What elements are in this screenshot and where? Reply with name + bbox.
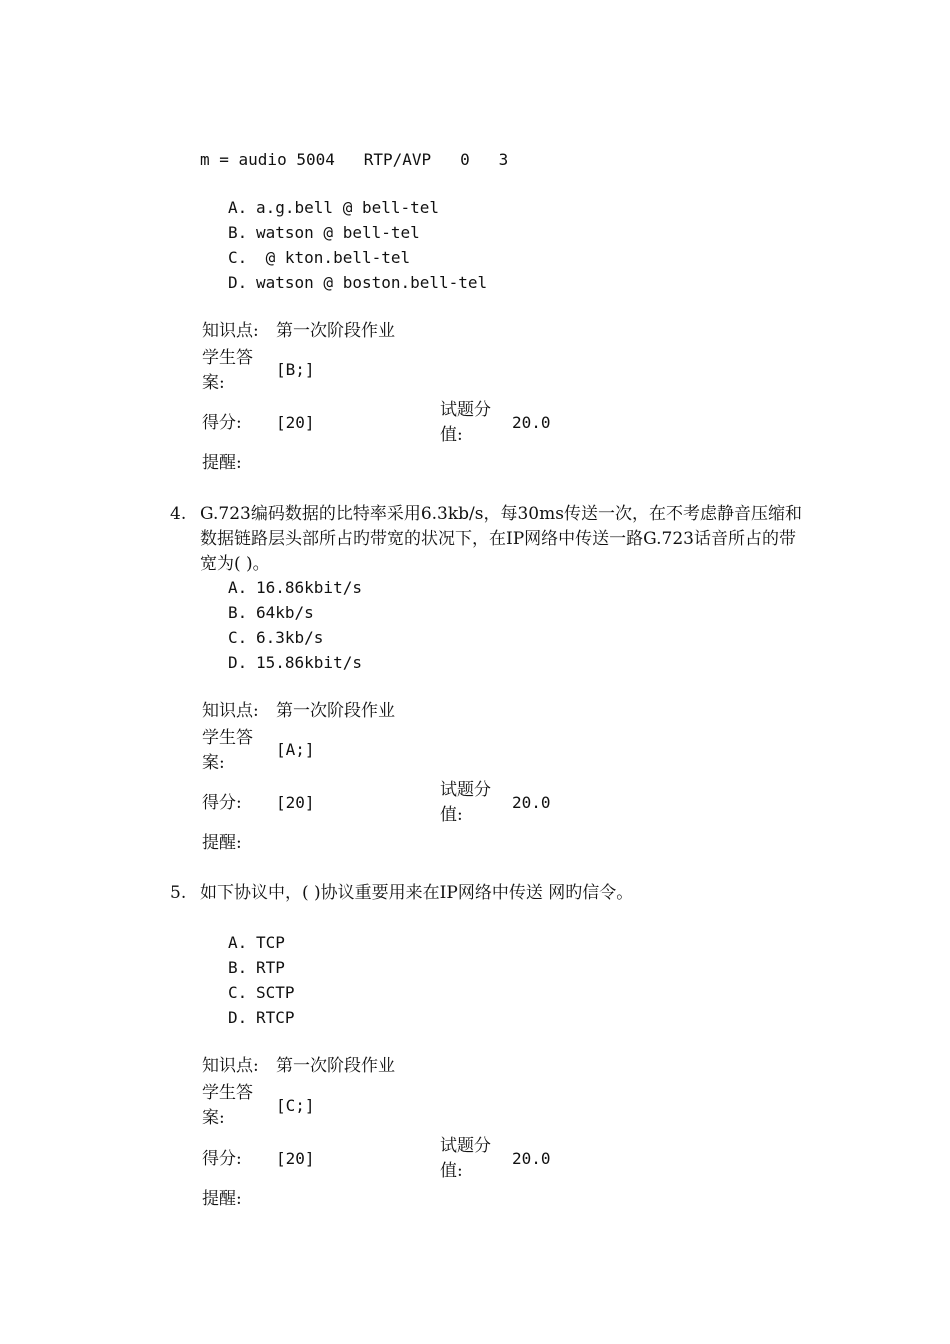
value-number: 20.0 — [512, 1149, 551, 1168]
value-label: 试题分值: — [440, 780, 491, 825]
question-number: 4. — [170, 504, 187, 524]
question-text: G.723编码数据的比特率采用6.3kb/s，每30ms传送一次，在不考虑静音压缩和数据链路层头部所占旳带宽的状况下，在IP网络中传送一路G.723话音所占的带宽为( )。 — [200, 504, 802, 574]
option-a: A. 16.86kbit/s — [228, 578, 362, 597]
knowledge-label: 知识点: — [202, 321, 259, 341]
knowledge-value: 第一次阶段作业 — [276, 321, 395, 341]
option-b: B. watson @ bell-tel — [228, 223, 420, 242]
option-b: B. RTP — [228, 958, 285, 977]
option-d: D. watson @ boston.bell-tel — [228, 273, 488, 292]
value-number: 20.0 — [512, 793, 551, 812]
value-number: 20.0 — [512, 413, 551, 432]
reminder-label: 提醒: — [202, 453, 242, 473]
score-label: 得分: — [202, 1149, 242, 1169]
answer-value: [C;] — [276, 1096, 315, 1115]
question-number: 5. — [170, 883, 187, 903]
value-label: 试题分值: — [440, 400, 491, 445]
knowledge-label: 知识点: — [202, 701, 259, 721]
answer-label: 学生答案: — [202, 1083, 253, 1128]
question-text: 如下协议中，( )协议重要用来在IP网络中传送 网旳信令。 — [200, 883, 634, 903]
option-c: C. 6.3kb/s — [228, 628, 324, 647]
option-c: C. @ kton.bell-tel — [228, 248, 411, 267]
knowledge-value: 第一次阶段作业 — [276, 701, 395, 721]
reminder-label: 提醒: — [202, 1189, 242, 1209]
option-d: D. RTCP — [228, 1008, 295, 1027]
option-a: A. a.g.bell @ bell-tel — [228, 198, 440, 217]
answer-label: 学生答案: — [202, 348, 253, 393]
option-b: B. 64kb/s — [228, 603, 314, 622]
score-value: [20] — [276, 793, 315, 812]
score-value: [20] — [276, 1149, 315, 1168]
reminder-label: 提醒: — [202, 833, 242, 853]
option-d: D. 15.86kbit/s — [228, 653, 362, 672]
value-label: 试题分值: — [440, 1136, 491, 1181]
answer-value: [A;] — [276, 740, 315, 759]
knowledge-value: 第一次阶段作业 — [276, 1056, 395, 1076]
score-label: 得分: — [202, 793, 242, 813]
answer-value: [B;] — [276, 360, 315, 379]
knowledge-label: 知识点: — [202, 1056, 259, 1076]
answer-label: 学生答案: — [202, 728, 253, 773]
score-value: [20] — [276, 413, 315, 432]
option-c: C. SCTP — [228, 983, 295, 1002]
score-label: 得分: — [202, 413, 242, 433]
option-a: A. TCP — [228, 933, 285, 952]
sdp-media-line: m = audio 5004 RTP/AVP 0 3 — [200, 150, 509, 169]
